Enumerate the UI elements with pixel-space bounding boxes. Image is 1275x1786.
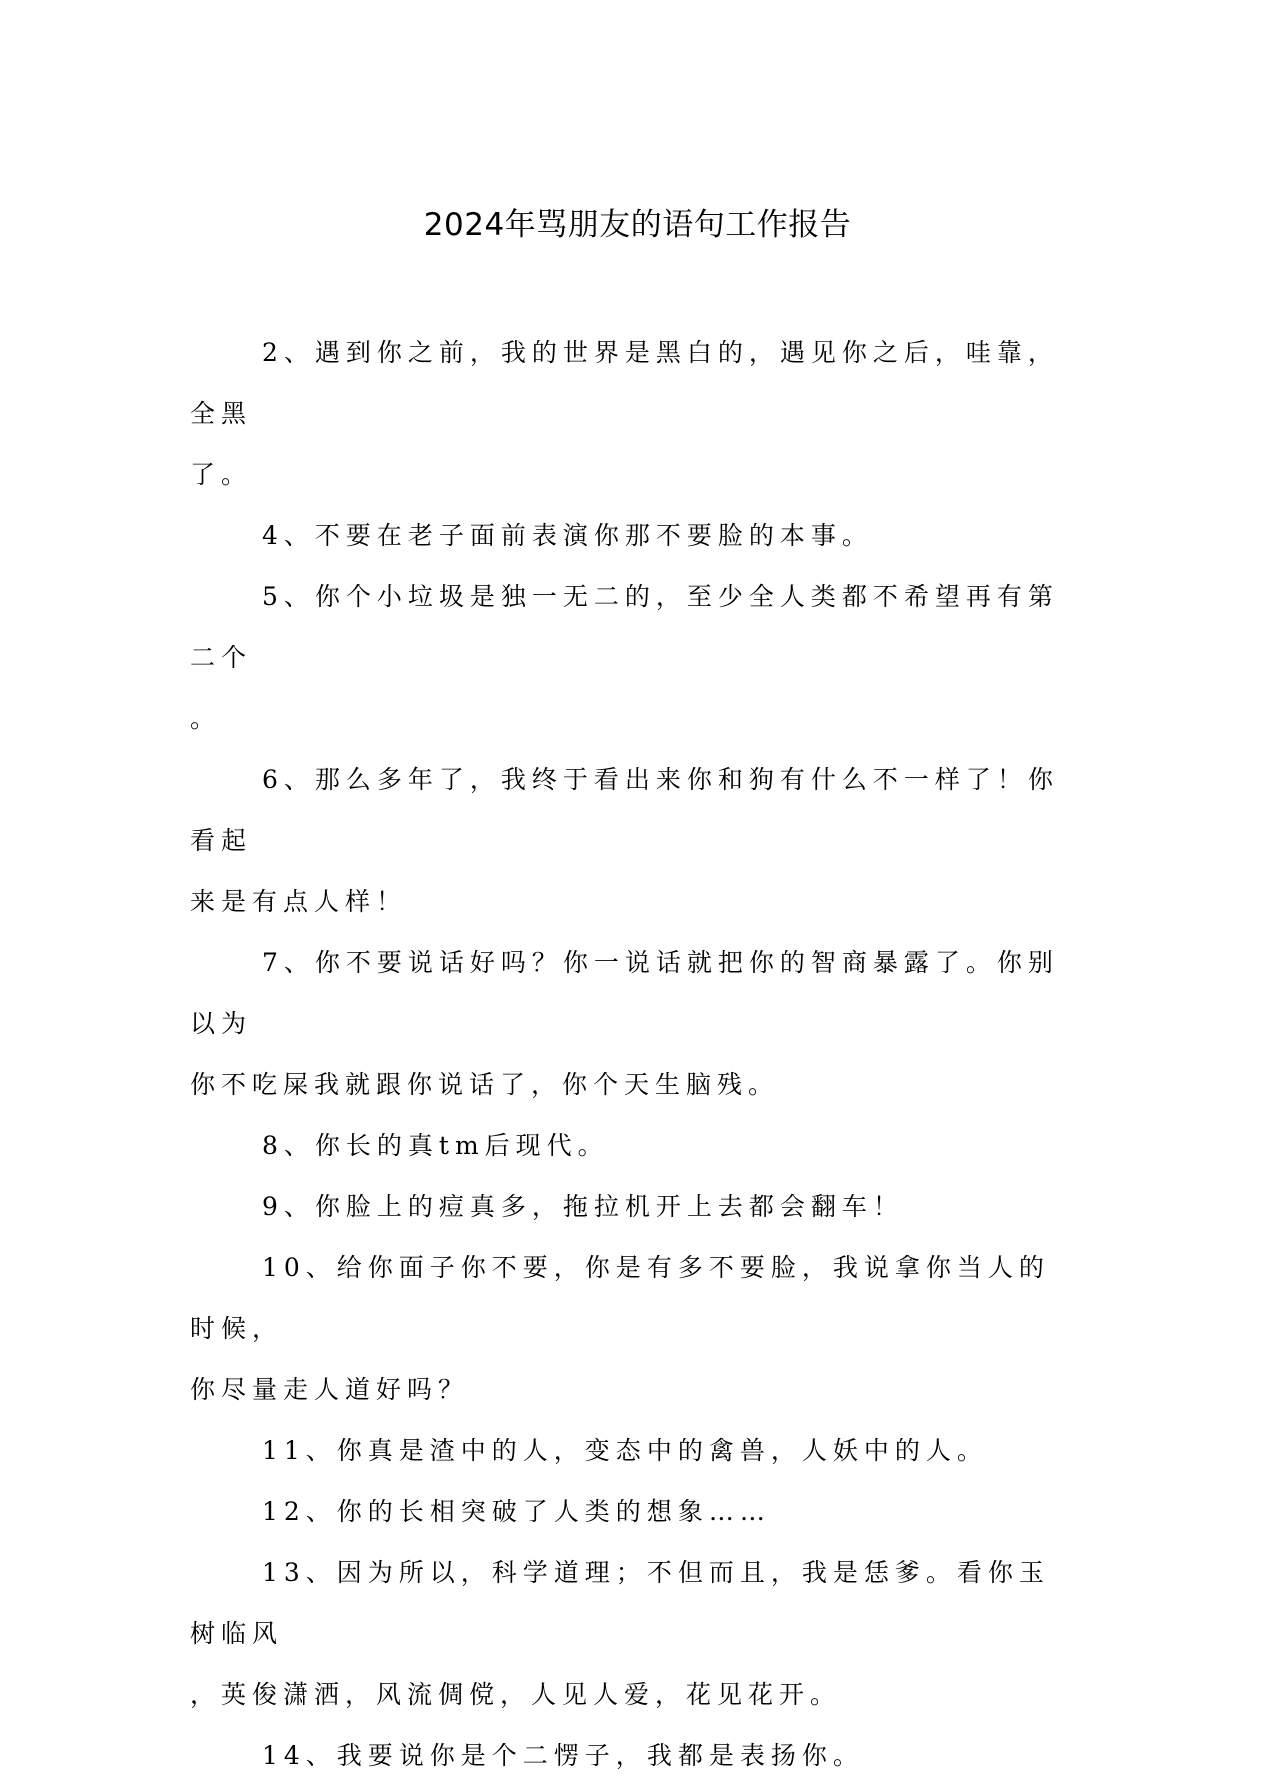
paragraph [190, 749, 1070, 932]
paragraph-line: 你不吃屎我就跟你说话了，你个天生脑残。 [190, 1070, 780, 1099]
paragraph [190, 1115, 1070, 1176]
paragraph-line: 10、给你面子你不要，你是有多不要脸，我说拿你当人的时候， [190, 1253, 1050, 1343]
paragraph-line: 4、不要在老子面前表演你那不要脸的本事。 [262, 521, 873, 550]
paragraph-line: ，英俊潇洒，风流倜傥，人见人爱，花见花开。 [190, 1680, 842, 1709]
paragraph-line: 来是有点人样！ [190, 887, 408, 916]
paragraph [190, 322, 1070, 505]
paragraph-line: 你尽量走人道好吗？ [190, 1375, 470, 1404]
paragraph [190, 505, 1070, 566]
paragraph-line: 5、你个小垃圾是独一无二的，至少全人类都不希望再有第二个 [190, 582, 1059, 672]
paragraph-line: 12、你的长相突破了人类的想象…… [262, 1497, 771, 1526]
paragraph [190, 932, 1070, 1115]
paragraph-line: 14、我要说你是个二愣子，我都是表扬你。 [262, 1741, 864, 1770]
paragraph [190, 1237, 1070, 1420]
paragraph-line: 11、你真是渣中的人，变态中的禽兽，人妖中的人。 [262, 1436, 988, 1465]
paragraph-line: 13、因为所以，科学道理；不但而且，我是恁爹。看你玉树临风 [190, 1558, 1050, 1648]
paragraph [190, 1176, 1070, 1237]
paragraph [190, 1725, 1070, 1786]
paragraph-line: 6、那么多年了，我终于看出来你和狗有什么不一样了！你看起 [190, 765, 1059, 855]
paragraph [190, 1542, 1070, 1725]
paragraph-line: 。 [190, 704, 222, 733]
paragraph-line: 7、你不要说话好吗？你一说话就把你的智商暴露了。你别以为 [190, 948, 1059, 1038]
paragraph-line: 2、遇到你之前，我的世界是黑白的，遇见你之后，哇靠，全黑 [190, 338, 1059, 428]
document-title: 2024年骂朋友的语句工作报告 [423, 207, 852, 243]
paragraph [190, 1420, 1070, 1481]
document-body [190, 322, 1070, 1786]
paragraph-line: 9、你脸上的痘真多，拖拉机开上去都会翻车！ [262, 1192, 904, 1221]
paragraph [190, 566, 1070, 749]
paragraph [190, 1481, 1070, 1542]
paragraph-line: 了。 [190, 460, 253, 489]
paragraph-line: 8、你长的真tm后现代。 [262, 1131, 609, 1160]
